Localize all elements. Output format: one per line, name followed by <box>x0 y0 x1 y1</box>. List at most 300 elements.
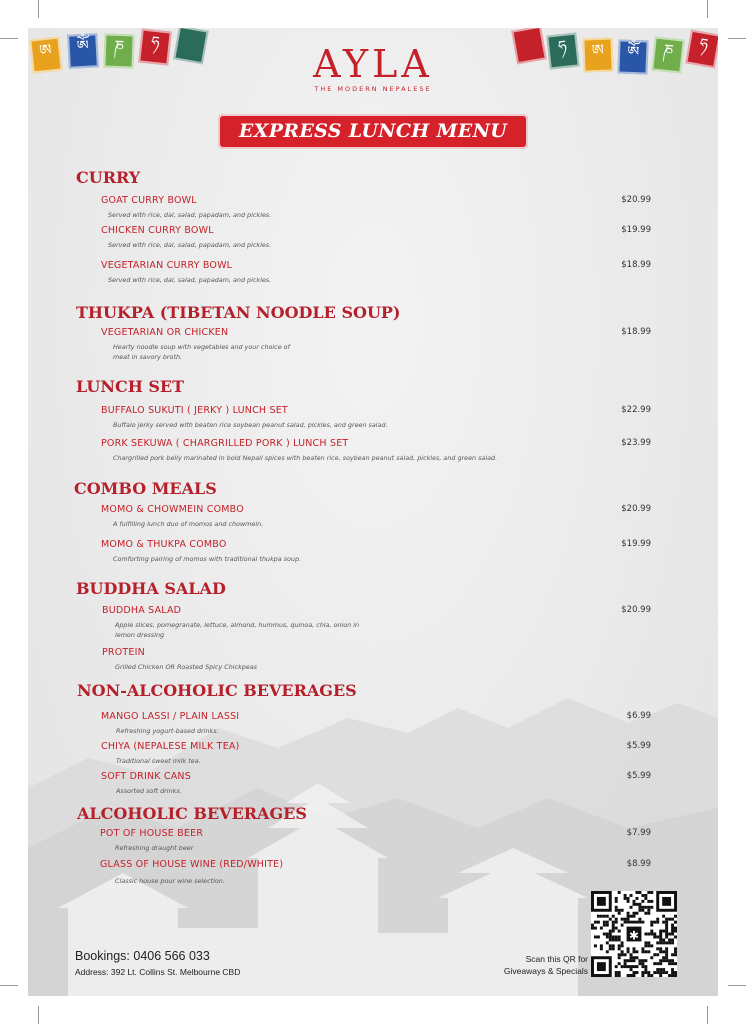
qr-module <box>641 974 644 977</box>
qr-module <box>671 924 674 927</box>
qr-module <box>659 950 662 953</box>
qr-module <box>621 944 624 947</box>
qr-module <box>630 915 633 918</box>
qr-module <box>638 921 641 924</box>
qr-module <box>650 924 653 927</box>
qr-module <box>612 915 615 918</box>
qr-module <box>618 947 621 950</box>
item-price: $19.99 <box>621 225 651 235</box>
qr-module <box>674 971 677 974</box>
qr-module <box>659 974 662 977</box>
qr-module <box>671 953 674 956</box>
item-name: VEGETARIAN OR CHICKEN <box>101 327 229 338</box>
qr-module <box>597 921 600 924</box>
qr-module <box>633 974 636 977</box>
qr-module <box>612 935 615 938</box>
qr-module <box>624 897 627 900</box>
qr-module <box>656 971 659 974</box>
item-name: POT OF HOUSE BEER <box>100 828 204 839</box>
qr-module <box>621 965 624 968</box>
qr-center-icon: ✱ <box>629 928 639 943</box>
item-price: $5.99 <box>626 771 651 781</box>
qr-module <box>621 909 624 912</box>
qr-module <box>662 915 665 918</box>
item-description: Buffalo jerky served with beaten rice soybean peanut salad, pickles, and green salad. <box>113 421 388 429</box>
qr-module <box>618 944 621 947</box>
qr-module <box>665 924 668 927</box>
qr-module <box>633 947 636 950</box>
qr-module <box>659 962 662 965</box>
qr-module <box>671 918 674 921</box>
crop-mark <box>728 38 746 39</box>
qr-module <box>656 968 659 971</box>
qr-module <box>644 906 647 909</box>
qr-module <box>659 959 662 962</box>
qr-module <box>603 915 606 918</box>
item-description: Served with rice, dal, salad, papadam, and pickles. <box>108 276 272 284</box>
qr-module <box>647 971 650 974</box>
right-prayer-flag: ༀ <box>617 39 648 74</box>
qr-module <box>618 891 621 894</box>
item-name: SOFT DRINK CANS <box>101 771 191 782</box>
qr-module <box>624 962 627 965</box>
qr-module <box>635 891 638 894</box>
qr-module <box>650 930 653 933</box>
qr-module <box>668 933 671 936</box>
qr-module <box>641 959 644 962</box>
qr-caption-line1: Scan this QR for <box>525 954 588 964</box>
qr-module <box>597 915 600 918</box>
qr-module <box>638 959 641 962</box>
qr-module <box>671 941 674 944</box>
qr-module <box>627 974 630 977</box>
item-name: PROTEIN <box>102 647 145 658</box>
qr-module <box>627 950 630 953</box>
qr-module <box>650 974 653 977</box>
crop-mark <box>707 0 708 18</box>
qr-module <box>653 953 656 956</box>
qr-module <box>615 900 618 903</box>
qr-module <box>612 924 615 927</box>
qr-module <box>662 930 665 933</box>
qr-module <box>630 906 633 909</box>
qr-module <box>641 894 644 897</box>
qr-module <box>641 971 644 974</box>
qr-module <box>650 900 653 903</box>
item-description: Grilled Chicken OR Roasted Spicy Chickpeas <box>115 663 258 671</box>
left-prayer-flag: ཧ <box>138 29 171 66</box>
left-prayer-flag: ཎ <box>103 33 134 68</box>
crop-mark <box>707 1006 708 1024</box>
section-title: THUKPA (TIBETAN NOODLE SOUP) <box>76 303 401 322</box>
qr-module <box>656 947 659 950</box>
menu-title-banner: EXPRESS LUNCH MENU <box>218 114 528 149</box>
crop-mark <box>0 38 18 39</box>
qr-module <box>621 941 624 944</box>
qr-module <box>665 935 668 938</box>
qr-module <box>644 894 647 897</box>
qr-module <box>650 906 653 909</box>
menu-sheet <box>28 28 718 996</box>
qr-module <box>653 933 656 936</box>
right-prayer-flag: ཨ <box>582 37 613 72</box>
qr-module <box>665 947 668 950</box>
qr-module <box>615 938 618 941</box>
qr-module <box>674 962 677 965</box>
qr-module <box>671 927 674 930</box>
qr-module <box>633 956 636 959</box>
qr-module <box>662 938 665 941</box>
qr-module <box>606 935 609 938</box>
qr-module <box>612 930 615 933</box>
right-prayer-flag: ཧ <box>685 30 718 69</box>
qr-module <box>635 897 638 900</box>
qr-module <box>665 921 668 924</box>
qr-module <box>609 947 612 950</box>
qr-module <box>674 950 677 953</box>
qr-module <box>662 921 665 924</box>
qr-module <box>656 953 659 956</box>
qr-module <box>612 938 615 941</box>
qr-module <box>618 930 621 933</box>
qr-module <box>609 935 612 938</box>
item-description: A fulfilling lunch duo of momos and chowmein. <box>113 520 264 528</box>
qr-module <box>647 900 650 903</box>
item-price: $23.99 <box>621 438 651 448</box>
qr-module <box>647 941 650 944</box>
qr-module <box>591 927 594 930</box>
qr-module <box>615 974 618 977</box>
qr-module <box>618 912 621 915</box>
qr-module <box>633 915 636 918</box>
qr-module <box>609 918 612 921</box>
crop-mark <box>728 985 746 986</box>
qr-module <box>638 909 641 912</box>
item-price: $20.99 <box>621 605 651 615</box>
qr-module <box>618 962 621 965</box>
qr-module <box>662 950 665 953</box>
qr-module <box>627 947 630 950</box>
qr-module <box>659 930 662 933</box>
qr-module <box>618 935 621 938</box>
qr-module <box>665 933 668 936</box>
item-price: $7.99 <box>626 828 651 838</box>
right-prayer-flag: ཧ <box>546 33 579 70</box>
qr-module <box>671 974 674 977</box>
qr-module <box>650 956 653 959</box>
qr-module <box>671 971 674 974</box>
qr-module <box>630 956 633 959</box>
qr-module <box>633 903 636 906</box>
qr-module <box>671 959 674 962</box>
qr-module <box>674 974 677 977</box>
qr-module <box>612 927 615 930</box>
qr-module <box>647 912 650 915</box>
qr-module <box>635 950 638 953</box>
right-prayer-flag: ཎ <box>651 37 684 74</box>
qr-module <box>624 953 627 956</box>
qr-module <box>600 947 603 950</box>
qr-module <box>621 924 624 927</box>
item-name: PORK SEKUWA ( CHARGRILLED PORK ) LUNCH SET <box>101 438 349 449</box>
qr-module <box>633 921 636 924</box>
qr-module <box>630 953 633 956</box>
qr-module <box>615 971 618 974</box>
item-price: $6.99 <box>626 711 651 721</box>
section-title: NON-ALCOHOLIC BEVERAGES <box>77 681 357 700</box>
qr-module <box>638 918 641 921</box>
qr-module <box>671 968 674 971</box>
qr-module <box>618 971 621 974</box>
qr-module <box>665 959 668 962</box>
qr-module <box>674 921 677 924</box>
qr-module <box>600 915 603 918</box>
qr-module <box>633 912 636 915</box>
qr-module <box>624 894 627 897</box>
qr-module <box>674 915 677 918</box>
qr-module <box>650 921 653 924</box>
qr-module <box>647 891 650 894</box>
item-description: Traditional sweet milk tea. <box>116 757 201 765</box>
qr-module <box>644 968 647 971</box>
item-price: $20.99 <box>621 504 651 514</box>
qr-module <box>627 921 630 924</box>
qr-module <box>635 903 638 906</box>
qr-module <box>674 953 677 956</box>
qr-module <box>615 909 618 912</box>
qr-module <box>630 921 633 924</box>
qr-module <box>621 950 624 953</box>
qr-module <box>662 968 665 971</box>
qr-module <box>594 944 597 947</box>
qr-module <box>615 927 618 930</box>
qr-module <box>671 962 674 965</box>
qr-module <box>638 903 641 906</box>
qr-module <box>674 930 677 933</box>
qr-code[interactable] <box>591 891 677 977</box>
item-description: Served with rice, dal, salad, papadam, and pickles. <box>108 211 272 219</box>
qr-module <box>659 968 662 971</box>
qr-module <box>665 956 668 959</box>
item-name: VEGETARIAN CURRY BOWL <box>101 260 233 271</box>
qr-module <box>644 971 647 974</box>
qr-module <box>603 921 606 924</box>
qr-module <box>630 965 633 968</box>
qr-module <box>594 921 597 924</box>
item-description: Assorted soft drinks. <box>116 787 182 795</box>
qr-module <box>665 918 668 921</box>
crop-mark <box>38 1006 39 1024</box>
qr-module <box>621 953 624 956</box>
qr-finder <box>597 962 606 971</box>
item-description: Classic house pour wine selection. <box>115 877 225 885</box>
qr-module <box>662 959 665 962</box>
qr-module <box>615 897 618 900</box>
qr-module <box>641 950 644 953</box>
qr-module <box>647 906 650 909</box>
qr-module <box>638 962 641 965</box>
qr-module <box>644 912 647 915</box>
restaurant-logo <box>28 44 718 93</box>
section-title: LUNCH SET <box>76 377 185 396</box>
qr-module <box>606 950 609 953</box>
qr-module <box>671 930 674 933</box>
qr-module <box>644 959 647 962</box>
qr-module <box>665 941 668 944</box>
qr-module <box>630 894 633 897</box>
qr-module <box>606 924 609 927</box>
qr-module <box>630 959 633 962</box>
qr-module <box>627 897 630 900</box>
qr-module <box>606 915 609 918</box>
qr-module <box>647 974 650 977</box>
qr-module <box>594 935 597 938</box>
qr-module <box>662 956 665 959</box>
qr-module <box>606 941 609 944</box>
bookings-phone[interactable]: Bookings: 0406 566 033 <box>75 949 210 963</box>
item-description: Apple slices, pomegranate, lettuce, almond, hummus, quinoa, chia, onion in <box>115 621 360 629</box>
item-name: GOAT CURRY BOWL <box>101 195 197 206</box>
item-description: meat in savory broth. <box>113 353 183 361</box>
section-title: ALCOHOLIC BEVERAGES <box>77 804 307 823</box>
qr-module <box>659 938 662 941</box>
qr-module <box>644 897 647 900</box>
logo-wordmark: AYLA <box>313 42 433 86</box>
item-description: Refreshing draught beer <box>115 844 194 852</box>
item-price: $20.99 <box>621 195 651 205</box>
qr-module <box>659 933 662 936</box>
qr-module <box>665 950 668 953</box>
qr-module <box>612 947 615 950</box>
qr-module <box>597 935 600 938</box>
crop-mark <box>38 0 39 18</box>
qr-module <box>644 933 647 936</box>
qr-finder <box>662 897 671 906</box>
qr-module <box>665 930 668 933</box>
qr-module <box>609 933 612 936</box>
item-price: $22.99 <box>621 405 651 415</box>
qr-module <box>606 933 609 936</box>
qr-module <box>630 968 633 971</box>
qr-module <box>647 933 650 936</box>
qr-module <box>671 933 674 936</box>
qr-module <box>662 941 665 944</box>
section-title: COMBO MEALS <box>74 479 217 498</box>
qr-module <box>633 965 636 968</box>
qr-module <box>641 906 644 909</box>
qr-module <box>668 959 671 962</box>
qr-module <box>618 938 621 941</box>
logo-tagline: THE MODERN NEPALESE <box>314 85 432 93</box>
item-description: lemon dressing <box>115 631 165 639</box>
qr-module <box>618 953 621 956</box>
qr-module <box>656 921 659 924</box>
qr-module <box>659 935 662 938</box>
restaurant-address: Address: 392 Lt. Collins St. Melbourne CBD <box>75 967 241 977</box>
qr-module <box>641 909 644 912</box>
qr-module <box>650 944 653 947</box>
left-prayer-flag: ༀ <box>67 33 99 69</box>
qr-module <box>635 965 638 968</box>
qr-module <box>674 935 677 938</box>
qr-module <box>618 974 621 977</box>
qr-module <box>627 918 630 921</box>
qr-module <box>647 944 650 947</box>
qr-module <box>600 944 603 947</box>
qr-module <box>665 927 668 930</box>
qr-module <box>615 935 618 938</box>
qr-module <box>624 918 627 921</box>
qr-module <box>627 959 630 962</box>
item-price: $8.99 <box>626 859 651 869</box>
qr-module <box>621 918 624 921</box>
qr-module <box>644 950 647 953</box>
qr-module <box>633 900 636 903</box>
qr-module <box>615 918 618 921</box>
qr-module <box>615 921 618 924</box>
qr-module <box>656 918 659 921</box>
qr-module <box>671 938 674 941</box>
qr-module <box>600 927 603 930</box>
qr-module <box>641 921 644 924</box>
qr-module <box>668 938 671 941</box>
qr-module <box>591 924 594 927</box>
qr-module <box>633 950 636 953</box>
item-name: BUFFALO SUKUTI ( JERKY ) LUNCH SET <box>101 405 288 416</box>
qr-module <box>638 906 641 909</box>
item-name: MOMO & THUKPA COMBO <box>101 539 227 550</box>
qr-module <box>653 935 656 938</box>
qr-module <box>594 927 597 930</box>
qr-module <box>618 956 621 959</box>
qr-module <box>635 956 638 959</box>
qr-module <box>612 944 615 947</box>
item-description: Chargrilled pork belly marinated in bold Nepali spices with beaten rice, soybean peanut salad, pickles, and green salad. <box>113 454 498 462</box>
item-name: CHIYA (NEPALESE MILK TEA) <box>101 741 240 752</box>
item-description: Comforting pairing of momos with traditional thukpa soup. <box>113 555 302 563</box>
qr-module <box>624 965 627 968</box>
left-prayer-flag: ཨ <box>29 37 62 74</box>
qr-module <box>603 933 606 936</box>
qr-module <box>644 941 647 944</box>
item-description: Refreshing yogurt-based drinks. <box>116 727 219 735</box>
qr-module <box>662 971 665 974</box>
qr-module <box>612 921 615 924</box>
qr-module <box>618 909 621 912</box>
qr-module <box>627 912 630 915</box>
qr-module <box>656 962 659 965</box>
qr-module <box>635 921 638 924</box>
item-description: Served with rice, dal, salad, papadam, and pickles. <box>108 241 272 249</box>
item-name: MANGO LASSI / PLAIN LASSI <box>101 711 240 722</box>
qr-module <box>668 974 671 977</box>
item-name: MOMO & CHOWMEIN COMBO <box>101 504 244 515</box>
qr-module <box>668 918 671 921</box>
qr-module <box>659 971 662 974</box>
qr-module <box>641 900 644 903</box>
qr-module <box>656 941 659 944</box>
qr-module <box>609 930 612 933</box>
qr-module <box>627 900 630 903</box>
qr-module <box>638 891 641 894</box>
qr-module <box>647 909 650 912</box>
qr-module <box>635 971 638 974</box>
item-name: GLASS OF HOUSE WINE (RED/WHITE) <box>100 859 284 870</box>
qr-module <box>668 962 671 965</box>
qr-module <box>633 971 636 974</box>
qr-module <box>665 953 668 956</box>
qr-module <box>609 938 612 941</box>
